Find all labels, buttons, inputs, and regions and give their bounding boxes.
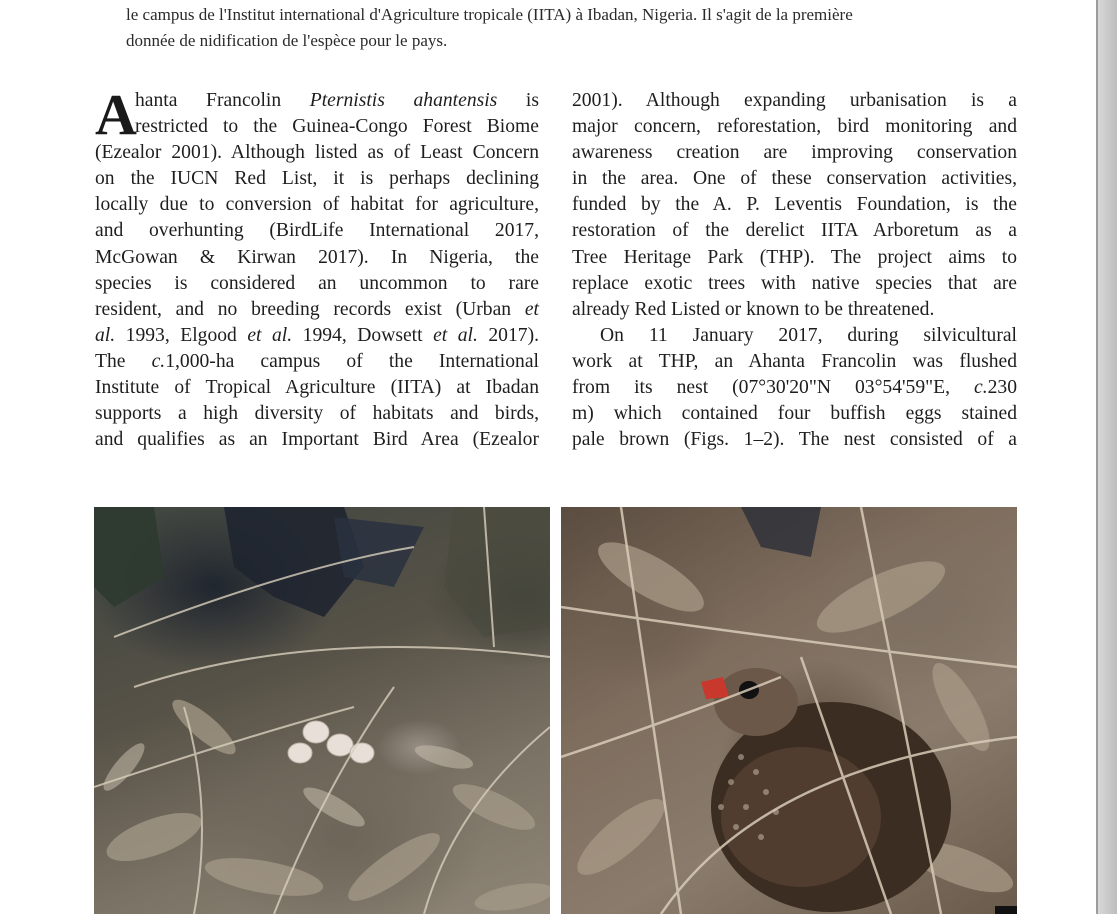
left-line-11: The c.1,000-ha campus of the International	[95, 350, 539, 372]
left-text-column	[95, 82, 539, 453]
summary-line-2: donnée de nidification de l'espèce pour le pays.	[126, 31, 448, 50]
left-line-10: al. 1993, Elgood et al. 1994, Dowsett et al. 2017).	[95, 324, 539, 346]
italic-term: c.	[974, 377, 988, 399]
right-line-6: restoration of the derelict IITA Arboretum as a	[572, 220, 1017, 242]
page-edge	[1098, 0, 1117, 914]
right-line-4: in the area. One of these conservation activities,	[572, 168, 1017, 190]
italic-term: et	[524, 298, 539, 320]
left-line-3: (Ezealor 2001). Although listed as of Least Concern	[95, 142, 539, 164]
left-line-2: restricted to the Guinea-Congo Forest Biome	[135, 116, 539, 138]
right-line-3: awareness creation are improving conservation	[572, 142, 1017, 164]
italic-term: c.	[151, 350, 166, 372]
left-line-7: McGowan & Kirwan 2017). In Nigeria, the	[95, 246, 539, 268]
left-line-6: and overhunting (BirdLife International 2017,	[95, 220, 539, 242]
nest-photo-illustration	[94, 507, 550, 914]
right-line-11: work at THP, an Ahanta Francolin was flushed	[572, 350, 1017, 372]
left-line-4: on the IUCN Red List, it is perhaps declining	[95, 168, 539, 190]
right-line-7: Tree Heritage Park (THP). The project aims to	[572, 246, 1017, 268]
drop-cap: A	[95, 82, 137, 147]
left-line-9: resident, and no breeding records exist (Urban et	[95, 298, 539, 320]
francolin-on-nest-photo	[561, 507, 1017, 914]
italic-term: et al.	[433, 324, 478, 346]
summary-line-1: le campus de l'Institut international d'Agriculture tropicale (IITA) à Ibadan, Nigeria. Il s'agit de la première	[126, 5, 853, 24]
right-line-14: pale brown (Figs. 1–2). The nest consisted of a	[572, 429, 1017, 451]
photo-corner-mark	[995, 906, 1017, 914]
left-line-13: supports a high diversity of habitats and birds,	[95, 403, 539, 425]
right-line-12: from its nest (07°30'20"N 03°54'59"E, c.230	[572, 377, 1017, 399]
left-line-8: species is considered an uncommon to rare	[95, 272, 539, 294]
right-line-8: replace exotic trees with native species that are	[572, 272, 1017, 294]
francolin-photo-illustration	[561, 507, 1017, 914]
left-line-12: Institute of Tropical Agriculture (IITA) at Ibadan	[95, 377, 539, 399]
left-line-5: locally due to conversion of habitat for agriculture,	[95, 194, 539, 216]
right-line-13: m) which contained four buffish eggs stained	[572, 403, 1017, 425]
right-text-column	[572, 88, 1017, 453]
nest-with-eggs-photo	[94, 507, 550, 914]
right-line-5: funded by the A. P. Leventis Foundation, is the	[572, 194, 1017, 216]
right-line-2: major concern, reforestation, bird monitoring and	[572, 116, 1017, 138]
italic-term: al.	[95, 324, 116, 346]
left-line-14: and qualifies as an Important Bird Area (Ezealor	[95, 429, 539, 451]
italic-term: et al.	[247, 324, 293, 346]
right-line-1: 2001). Although expanding urbanisation is a	[572, 90, 1017, 111]
right-line-10: On 11 January 2017, during silvicultural	[600, 324, 1017, 346]
right-line-9: already Red Listed or known to be threatened.	[572, 298, 935, 320]
left-line-1: hanta Francolin Pternistis ahantensis is	[135, 90, 539, 111]
italic-term: Pternistis ahantensis	[309, 90, 498, 111]
french-summary	[126, 2, 1026, 54]
